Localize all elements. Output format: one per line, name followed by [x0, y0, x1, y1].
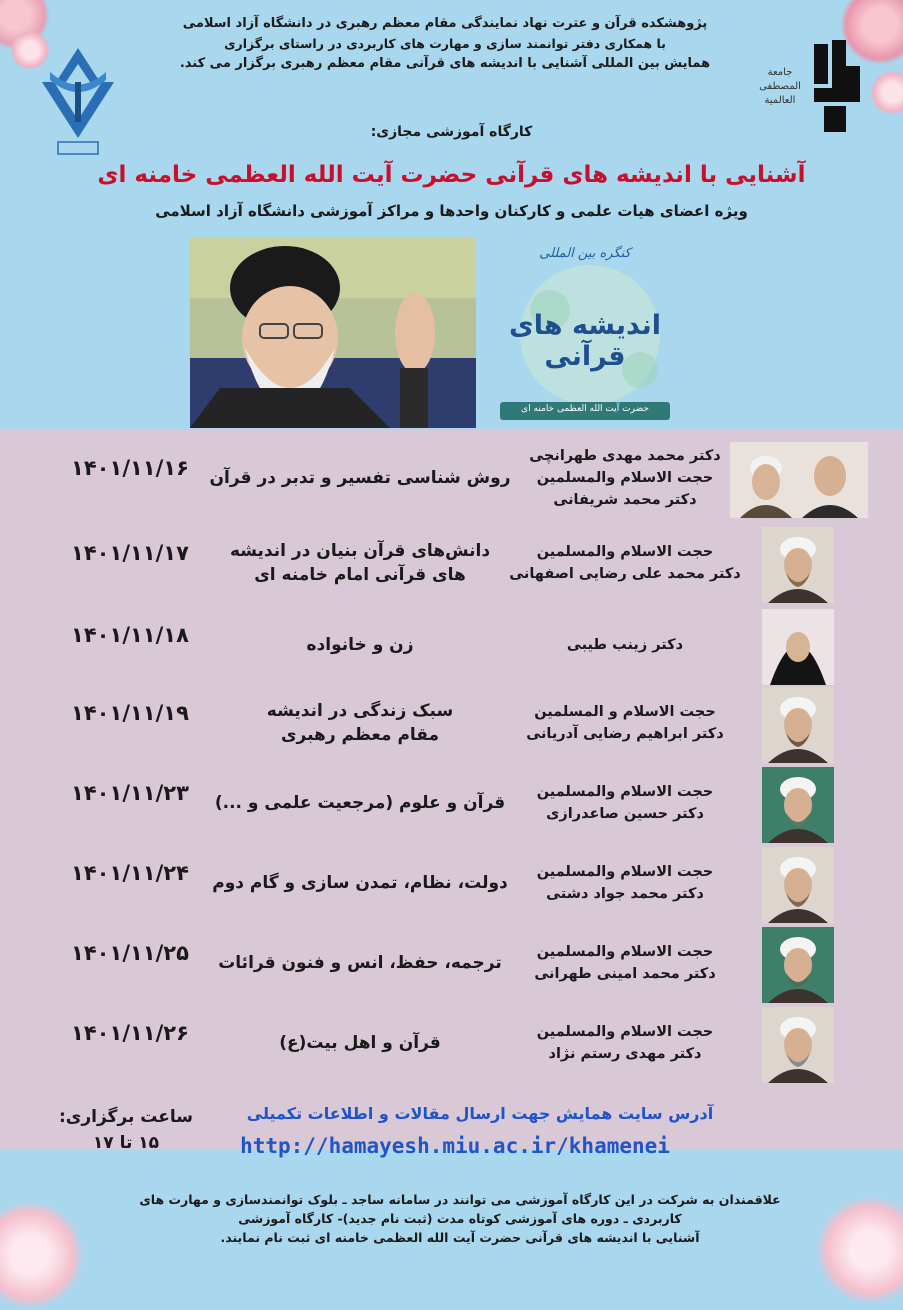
- session-speaker-line: حجت الاسلام والمسلمین: [536, 544, 714, 560]
- emblem-main-text: اندیشه های قرآنی: [509, 310, 661, 372]
- session-speaker-line: دکتر محمد شریفانی: [553, 492, 697, 508]
- intro-text: [150, 14, 740, 74]
- session-topic-line: روش شناسی تفسیر و تدبر در قرآن: [209, 468, 511, 488]
- intro-line-2: با همکاری دفتر توانمند سازی و مهارت های کاربردی در راستای برگزاری: [224, 36, 666, 51]
- session-topic-line: زن و خانواده: [306, 635, 414, 655]
- logo-text-line-2: المصطفى: [759, 81, 801, 92]
- intro-line-3: همایش بین المللی آشنایی با اندیشه های قرآنی مقام معظم رهبری برگزار می کند.: [179, 56, 711, 71]
- session-speaker: [505, 1003, 745, 1083]
- session-row: [0, 438, 903, 518]
- speaker-photo: [762, 609, 834, 685]
- session-speaker-line: دکتر مهدی رستم نژاد: [548, 1046, 702, 1062]
- emblem-top-text: کنگره بین المللی: [539, 246, 631, 261]
- congress-emblem: [490, 240, 680, 426]
- session-date: ۱۴۰۱/۱۱/۲۳: [71, 781, 189, 805]
- session-speaker: [505, 923, 745, 1003]
- speaker-photo: [762, 687, 834, 763]
- session-date: ۱۴۰۱/۱۱/۱۹: [71, 701, 189, 725]
- speaker-photo: [762, 767, 834, 843]
- speaker-photo: [762, 1007, 834, 1083]
- session-topic: [200, 763, 520, 843]
- session-speaker: [505, 438, 745, 518]
- session-topic: [200, 843, 520, 923]
- speaker-photo: [762, 927, 834, 1003]
- speaker-photo: [762, 527, 834, 603]
- session-speaker-line: دکتر محمد جواد دشتی: [546, 886, 704, 902]
- session-speaker: [505, 683, 745, 763]
- session-topic: [200, 523, 520, 603]
- session-row: [0, 923, 903, 1003]
- session-row: [0, 523, 903, 603]
- session-speaker: [505, 523, 745, 603]
- logo-text-line-1: جامعة: [767, 67, 793, 78]
- session-speaker-line: حجت الاسلام والمسلمین: [536, 864, 714, 880]
- session-date: ۱۴۰۱/۱۱/۲۴: [71, 861, 189, 885]
- session-speaker-line: دکتر زینب طیبی: [566, 637, 684, 653]
- time-value: ۱۵ تا ۱۷: [92, 1133, 160, 1153]
- workshop-label: کارگاه آموزشی مجازی:: [370, 124, 533, 140]
- audience-subtitle: ویژه اعضای هیات علمی و کارکنان واحدها و مراکز آموزشی دانشگاه آزاد اسلامی: [155, 202, 748, 220]
- main-title: آشنایی با اندیشه های قرآنی حضرت آیت الله العظمی خامنه ای: [97, 162, 806, 188]
- session-row: [0, 605, 903, 685]
- session-topic-line: قرآن و علوم (مرجعیت علمی و ...): [214, 793, 506, 813]
- session-date: ۱۴۰۱/۱۱/۱۶: [71, 456, 189, 480]
- speaker-photo: [762, 847, 834, 923]
- session-speaker-line: حجت الاسلام و المسلمین: [534, 704, 716, 720]
- session-speaker-line: حجت الاسلام والمسلمین: [536, 944, 714, 960]
- session-topic: [200, 923, 520, 1003]
- session-speaker-line: دکتر حسین صاعدرازی: [546, 806, 704, 822]
- session-topic: [200, 605, 520, 685]
- registration-note: [120, 1190, 800, 1247]
- session-topic: [200, 683, 520, 763]
- session-row: [0, 843, 903, 923]
- session-topic-line: ترجمه، حفظ، انس و فنون قرائات: [218, 953, 502, 973]
- footer-line-1: علاقمندان به شرکت در این کارگاه آموزشی می توانند در سامانه ساجد ـ بلوک توانمندسازی و مهارت های: [139, 1192, 781, 1207]
- session-speaker-line: دکتر ابراهیم رضایی آدریانی: [526, 726, 724, 742]
- session-speaker-line: دکتر محمد علی رضایی اصفهانی: [509, 566, 741, 582]
- footer-line-2: کاربردی ـ دوره های آموزشی کوتاه مدت (ثبت نام جدید)- کارگاه آموزشی: [238, 1211, 682, 1226]
- time-block: [56, 1104, 196, 1156]
- leader-photo: [190, 238, 476, 428]
- session-topic-line: مقام معظم رهبری: [280, 725, 440, 745]
- session-topic: [200, 1003, 520, 1083]
- session-speaker-line: حجت الاسلام والمسلمین: [536, 1024, 714, 1040]
- session-speaker-line: حجت الاسلام والمسلمین: [536, 470, 714, 486]
- session-topic-line: های قرآنی امام خامنه ای: [254, 565, 466, 585]
- session-speaker-line: حجت الاسلام والمسلمین: [536, 784, 714, 800]
- session-date: ۱۴۰۱/۱۱/۲۶: [71, 1021, 189, 1045]
- logo-text-line-3: العالمية: [764, 95, 796, 106]
- session-row: [0, 1003, 903, 1083]
- session-row: [0, 683, 903, 763]
- speaker-photo: [730, 442, 868, 518]
- session-topic-line: سبک زندگی در اندیشه: [266, 701, 454, 721]
- session-speaker-line: دکتر محمد امینی طهرانی: [534, 966, 716, 982]
- session-topic-line: دولت، نظام، تمدن سازی و گام دوم: [212, 873, 508, 893]
- azad-university-logo: [36, 42, 120, 160]
- site-label: آدرس سایت همایش جهت ارسال مقالات و اطلاعات تکمیلی: [246, 1104, 714, 1123]
- session-row: [0, 763, 903, 843]
- session-date: ۱۴۰۱/۱۱/۱۷: [71, 541, 189, 565]
- session-topic-line: قرآن و اهل بیت(ع): [279, 1033, 441, 1053]
- session-topic: [200, 438, 520, 518]
- emblem-bottom-text: حضرت آیت الله العظمی خامنه ای: [521, 404, 649, 414]
- session-date: ۱۴۰۱/۱۱/۲۵: [71, 941, 189, 965]
- session-speaker-line: دکتر محمد مهدی طهرانچی: [529, 448, 721, 464]
- session-speaker: [505, 843, 745, 923]
- session-date: ۱۴۰۱/۱۱/۱۸: [71, 623, 189, 647]
- session-speaker: [505, 763, 745, 843]
- session-topic-line: دانش‌های قرآن بنیان در اندیشه: [229, 541, 491, 561]
- footer-line-3: آشنایی با اندیشه های قرآنی حضرت آیت الله العظمی خامنه ای ثبت نام نمایند.: [220, 1230, 700, 1245]
- al-mustafa-logo: [752, 36, 864, 136]
- time-label: ساعت برگزاری:: [58, 1107, 194, 1127]
- session-speaker: [505, 605, 745, 685]
- intro-line-1: پژوهشکده قرآن و عترت نهاد نمایندگی مقام معظم رهبری در دانشگاه آزاد اسلامی: [182, 16, 708, 31]
- site-url-link[interactable]: http://hamayesh.miu.ac.ir/khamenei: [240, 1134, 670, 1158]
